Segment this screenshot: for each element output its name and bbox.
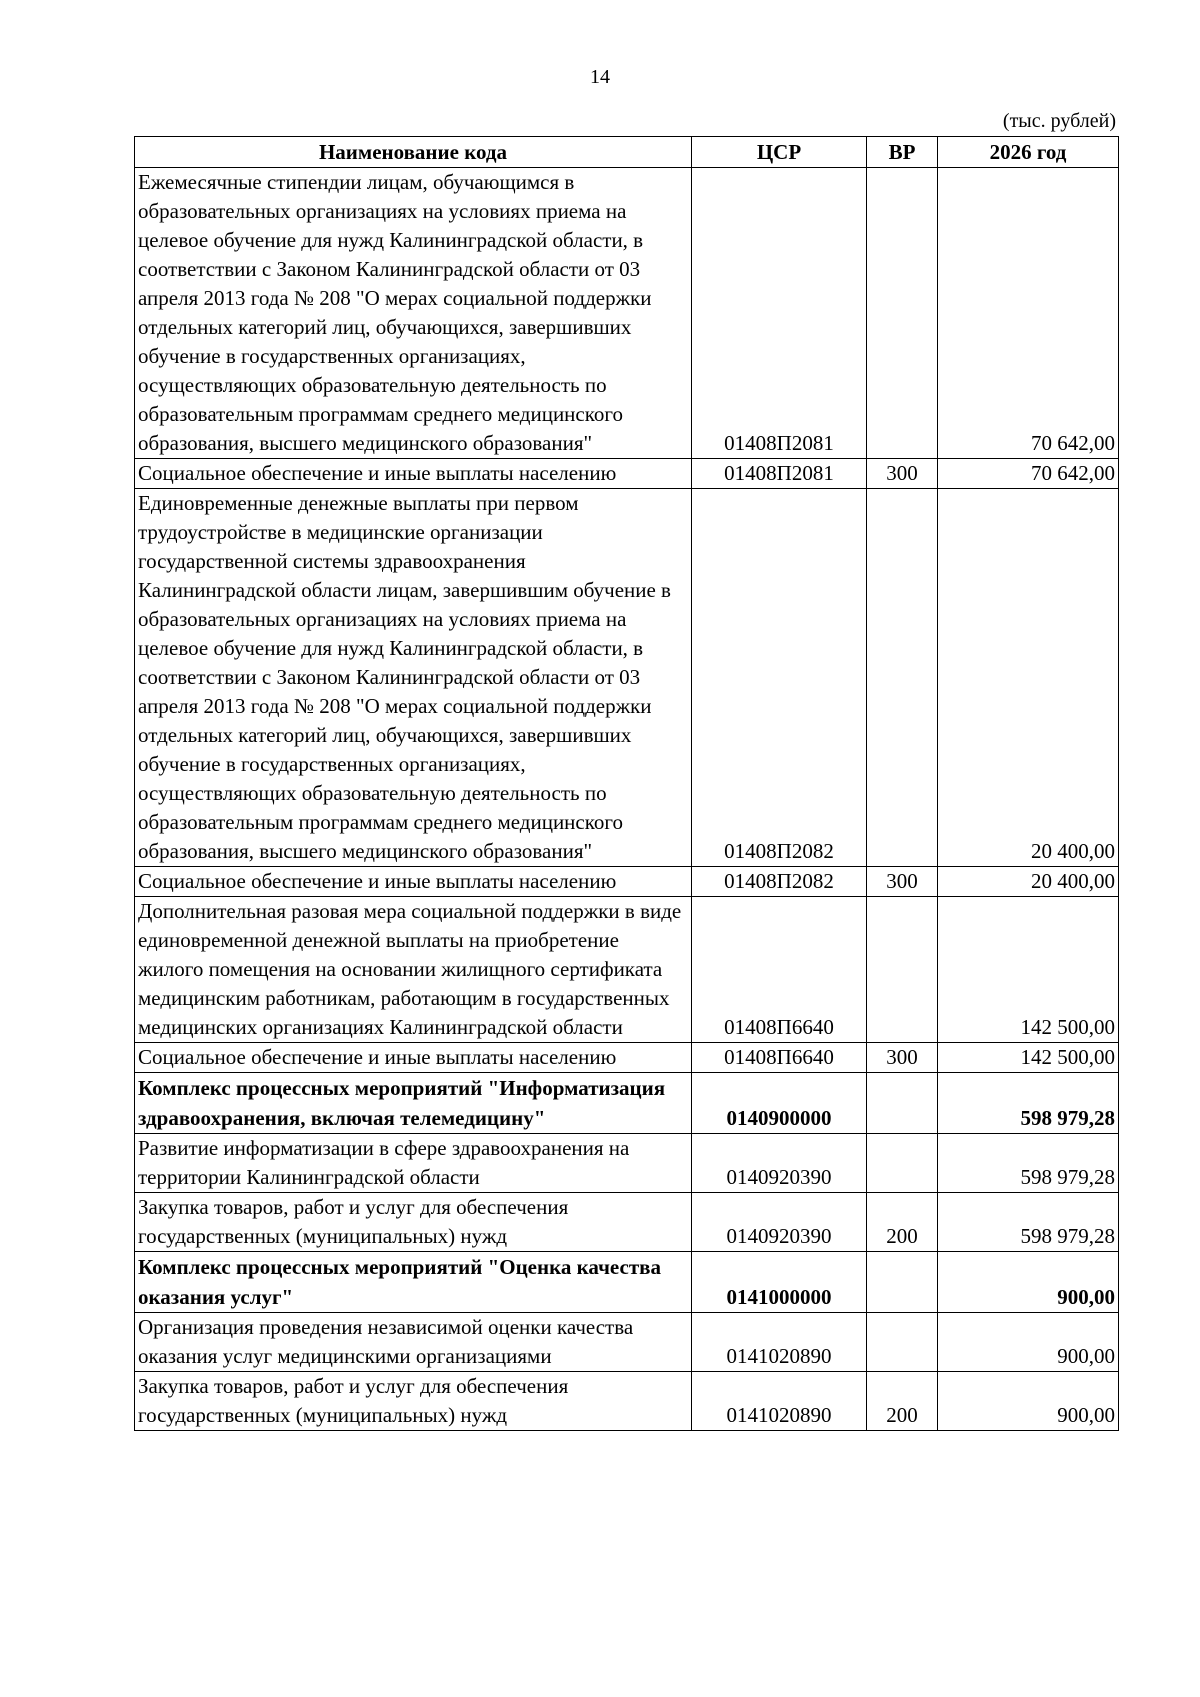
table-row (135, 1313, 1119, 1372)
page-number: 14 (590, 66, 610, 88)
cell-csr: 0141000000 (692, 1252, 867, 1313)
cell-sum: 598 979,28 (938, 1073, 1119, 1134)
cell-sum: 900,00 (938, 1372, 1119, 1431)
cell-vr (867, 1313, 938, 1372)
cell-name: Развитие информатизации в сфере здравоохранения на территории Калининградской области (135, 1134, 692, 1193)
cell-name: Ежемесячные стипендии лицам, обучающимся в образовательных организациях на условиях приема на целевое обучение для нужд Калининградской области, в соответствии с Законом Калининградской области от 03 апреля 2013 года № 208 "О мерах социальной поддержки отдельных категорий лиц, обучающихся, завершивших обучение в государственных организациях, осуществляющих образовательную деятельность по образовательным программам среднего медицинского образования, высшего медицинского образования" (135, 168, 692, 459)
cell-name: Закупка товаров, работ и услуг для обеспечения государственных (муниципальных) нужд (135, 1372, 692, 1431)
header-vr: ВР (867, 137, 938, 168)
units-note: (тыс. рублей) (1002, 110, 1116, 132)
table-row (135, 1372, 1119, 1431)
table-row (135, 1193, 1119, 1252)
cell-csr: 01408П2081 (692, 459, 867, 489)
cell-sum: 20 400,00 (938, 867, 1119, 897)
cell-name: Социальное обеспечение и иные выплаты населению (135, 867, 692, 897)
cell-csr: 01408П2082 (692, 489, 867, 867)
table-header-row (135, 137, 1119, 168)
cell-vr: 300 (867, 1043, 938, 1073)
cell-csr: 0140900000 (692, 1073, 867, 1134)
cell-vr: 200 (867, 1193, 938, 1252)
table-row (135, 1252, 1119, 1313)
cell-sum: 142 500,00 (938, 897, 1119, 1043)
table-row (135, 168, 1119, 459)
cell-csr: 0141020890 (692, 1372, 867, 1431)
cell-vr (867, 897, 938, 1043)
cell-sum: 900,00 (938, 1252, 1119, 1313)
cell-vr: 300 (867, 459, 938, 489)
table-row (135, 489, 1119, 867)
cell-vr (867, 1252, 938, 1313)
cell-csr: 01408П6640 (692, 897, 867, 1043)
cell-name: Организация проведения независимой оценки качества оказания услуг медицинскими организациями (135, 1313, 692, 1372)
header-name: Наименование кода (135, 137, 692, 168)
table-row (135, 459, 1119, 489)
cell-vr (867, 1134, 938, 1193)
cell-sum: 20 400,00 (938, 489, 1119, 867)
cell-vr (867, 1073, 938, 1134)
cell-name: Дополнительная разовая мера социальной поддержки в виде единовременной денежной выплаты на приобретение жилого помещения на основании жилищного сертификата медицинским работникам, работающим в государственных медицинских организациях Калининградской области (135, 897, 692, 1043)
table-row (135, 1134, 1119, 1193)
cell-sum: 900,00 (938, 1313, 1119, 1372)
table-row (135, 897, 1119, 1043)
cell-csr: 01408П6640 (692, 1043, 867, 1073)
cell-vr (867, 489, 938, 867)
cell-name: Комплекс процессных мероприятий "Оценка качества оказания услуг" (135, 1252, 692, 1313)
cell-sum: 70 642,00 (938, 459, 1119, 489)
cell-csr: 01408П2081 (692, 168, 867, 459)
cell-sum: 598 979,28 (938, 1134, 1119, 1193)
cell-csr: 01408П2082 (692, 867, 867, 897)
table-row (135, 1073, 1119, 1134)
table-row (135, 1043, 1119, 1073)
cell-vr: 300 (867, 867, 938, 897)
budget-table (134, 136, 1119, 1431)
cell-sum: 70 642,00 (938, 168, 1119, 459)
cell-name: Социальное обеспечение и иные выплаты населению (135, 459, 692, 489)
cell-csr: 0140920390 (692, 1134, 867, 1193)
cell-csr: 0141020890 (692, 1313, 867, 1372)
cell-name: Социальное обеспечение и иные выплаты населению (135, 1043, 692, 1073)
cell-sum: 142 500,00 (938, 1043, 1119, 1073)
table-row (135, 867, 1119, 897)
header-sum: 2026 год (938, 137, 1119, 168)
cell-vr: 200 (867, 1372, 938, 1431)
header-csr: ЦСР (692, 137, 867, 168)
cell-name: Единовременные денежные выплаты при первом трудоустройстве в медицинские организации государственной системы здравоохранения Калининградской области лицам, завершившим обучение в образовательных организациях на условиях приема на целевое обучение для нужд Калининградской области, в соответствии с Законом Калининградской области от 03 апреля 2013 года № 208 "О мерах социальной поддержки отдельных категорий лиц, обучающихся, завершивших обучение в государственных организациях, осуществляющих образовательную деятельность по образовательным программам среднего медицинского образования, высшего медицинского образования" (135, 489, 692, 867)
cell-sum: 598 979,28 (938, 1193, 1119, 1252)
cell-csr: 0140920390 (692, 1193, 867, 1252)
cell-name: Комплекс процессных мероприятий "Информатизация здравоохранения, включая телемедицину" (135, 1073, 692, 1134)
cell-vr (867, 168, 938, 459)
cell-name: Закупка товаров, работ и услуг для обеспечения государственных (муниципальных) нужд (135, 1193, 692, 1252)
